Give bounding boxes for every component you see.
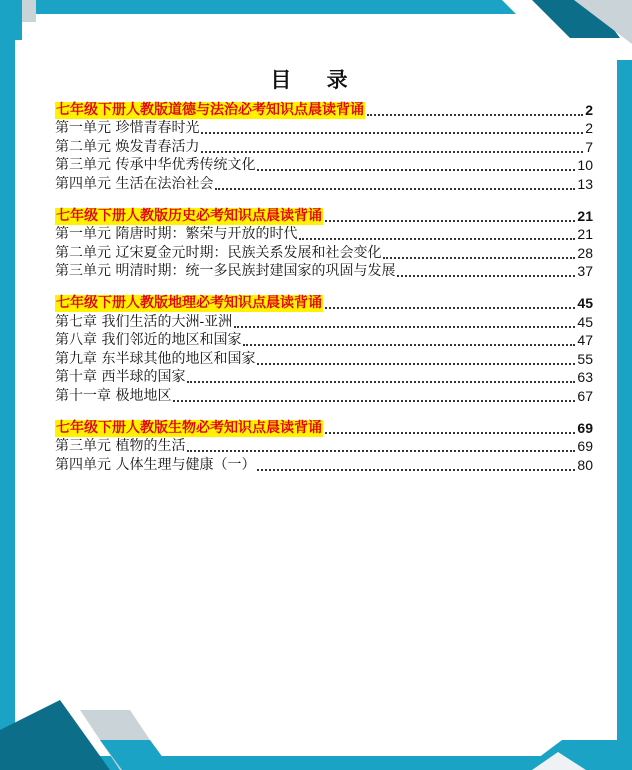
toc-section — [55, 418, 593, 474]
page-number: 2 — [585, 120, 593, 137]
page-number: 80 — [577, 456, 593, 473]
page-number: 7 — [585, 138, 593, 155]
dot-leader — [234, 325, 575, 328]
toc-entry-label: 第二单元 焕发青春活力 — [55, 138, 200, 155]
toc-entry[interactable] — [55, 312, 593, 331]
page-number: 45 — [577, 294, 593, 311]
page-number: 2 — [585, 101, 593, 118]
page-number: 21 — [577, 207, 593, 224]
toc-entry[interactable] — [55, 137, 593, 156]
toc-entry-label: 第八章 我们邻近的地区和国家 — [55, 332, 242, 349]
toc-heading-label: 七年级下册人教版地理必考知识点晨读背诵 — [56, 294, 322, 311]
dot-leader — [367, 113, 583, 116]
page-number: 63 — [577, 369, 593, 386]
toc-entry-label: 第四单元 生活在法治社会 — [55, 175, 214, 192]
document-page — [15, 14, 617, 756]
dot-leader — [201, 150, 583, 153]
toc-section — [55, 293, 593, 405]
toc-entry[interactable] — [55, 156, 593, 175]
toc-heading-row[interactable] — [55, 418, 593, 437]
toc-entry[interactable] — [55, 437, 593, 456]
dot-leader — [257, 362, 575, 365]
toc-entry[interactable] — [55, 119, 593, 138]
toc-entry-label: 第三单元 明清时期：统一多民族封建国家的巩固与发展 — [55, 263, 396, 280]
toc-entry[interactable] — [55, 331, 593, 350]
toc-section — [55, 206, 593, 280]
toc-entry[interactable] — [55, 368, 593, 387]
page-number: 10 — [577, 157, 593, 174]
toc-entry[interactable] — [55, 225, 593, 244]
dot-leader — [325, 431, 575, 434]
toc-section — [55, 100, 593, 193]
toc-entry[interactable] — [55, 174, 593, 193]
toc-entry[interactable] — [55, 243, 593, 262]
dot-leader — [257, 168, 575, 171]
bottom-right-corner-ornament — [522, 740, 632, 770]
page-number: 69 — [577, 419, 593, 436]
dot-leader — [187, 449, 575, 452]
toc-entry-label: 第二单元 辽宋夏金元时期：民族关系发展和社会变化 — [55, 244, 382, 261]
dot-leader — [215, 187, 575, 190]
toc-heading-label: 七年级下册人教版道德与法治必考知识点晨读背诵 — [56, 101, 364, 118]
toc-entry-label: 第一单元 隋唐时期：繁荣与开放的时代 — [55, 226, 298, 243]
dot-leader — [257, 468, 575, 471]
top-left-corner-ornament — [0, 0, 60, 40]
page-number: 55 — [577, 350, 593, 367]
dot-leader — [325, 306, 575, 309]
toc-entry-label: 第十章 西半球的国家 — [55, 369, 186, 386]
dot-leader — [383, 256, 575, 259]
page-number: 69 — [577, 438, 593, 455]
toc-heading-label: 七年级下册人教版历史必考知识点晨读背诵 — [56, 207, 322, 224]
page-number: 37 — [577, 263, 593, 280]
dot-leader — [173, 399, 575, 402]
dot-leader — [397, 274, 575, 277]
toc-heading-row[interactable] — [55, 293, 593, 312]
bottom-left-corner-ornament — [0, 700, 180, 770]
page-number: 67 — [577, 387, 593, 404]
toc-entry-label: 第四单元 人体生理与健康（一） — [55, 456, 256, 473]
dot-leader — [201, 131, 583, 134]
page-title: 目 录 — [270, 67, 362, 92]
toc-entry[interactable] — [55, 349, 593, 368]
toc-entry[interactable] — [55, 455, 593, 474]
toc-entry-label: 第十一章 极地地区 — [55, 387, 172, 404]
toc-entry-label: 第九章 东半球其他的地区和国家 — [55, 350, 256, 367]
top-right-corner-ornament — [492, 0, 632, 60]
toc-heading-row[interactable] — [55, 100, 593, 119]
toc-entry[interactable] — [55, 386, 593, 405]
toc-heading-label: 七年级下册人教版生物必考知识点晨读背诵 — [56, 419, 322, 436]
toc-entry-label: 第三单元 传承中华优秀传统文化 — [55, 157, 256, 174]
page-number: 28 — [577, 244, 593, 261]
page-number: 45 — [577, 313, 593, 330]
dot-leader — [187, 380, 575, 383]
toc-entry-label: 第三单元 植物的生活 — [55, 438, 186, 455]
toc-entry[interactable] — [55, 262, 593, 281]
toc-heading-row[interactable] — [55, 206, 593, 225]
page-number: 21 — [577, 226, 593, 243]
toc-entry-label: 第七章 我们生活的大洲-亚洲 — [55, 313, 233, 330]
page-number: 47 — [577, 332, 593, 349]
dot-leader — [243, 343, 575, 346]
dot-leader — [325, 219, 575, 222]
toc-entry-label: 第一单元 珍惜青春时光 — [55, 120, 200, 137]
dot-leader — [299, 237, 575, 240]
table-of-contents — [55, 100, 593, 487]
page-number: 13 — [577, 175, 593, 192]
